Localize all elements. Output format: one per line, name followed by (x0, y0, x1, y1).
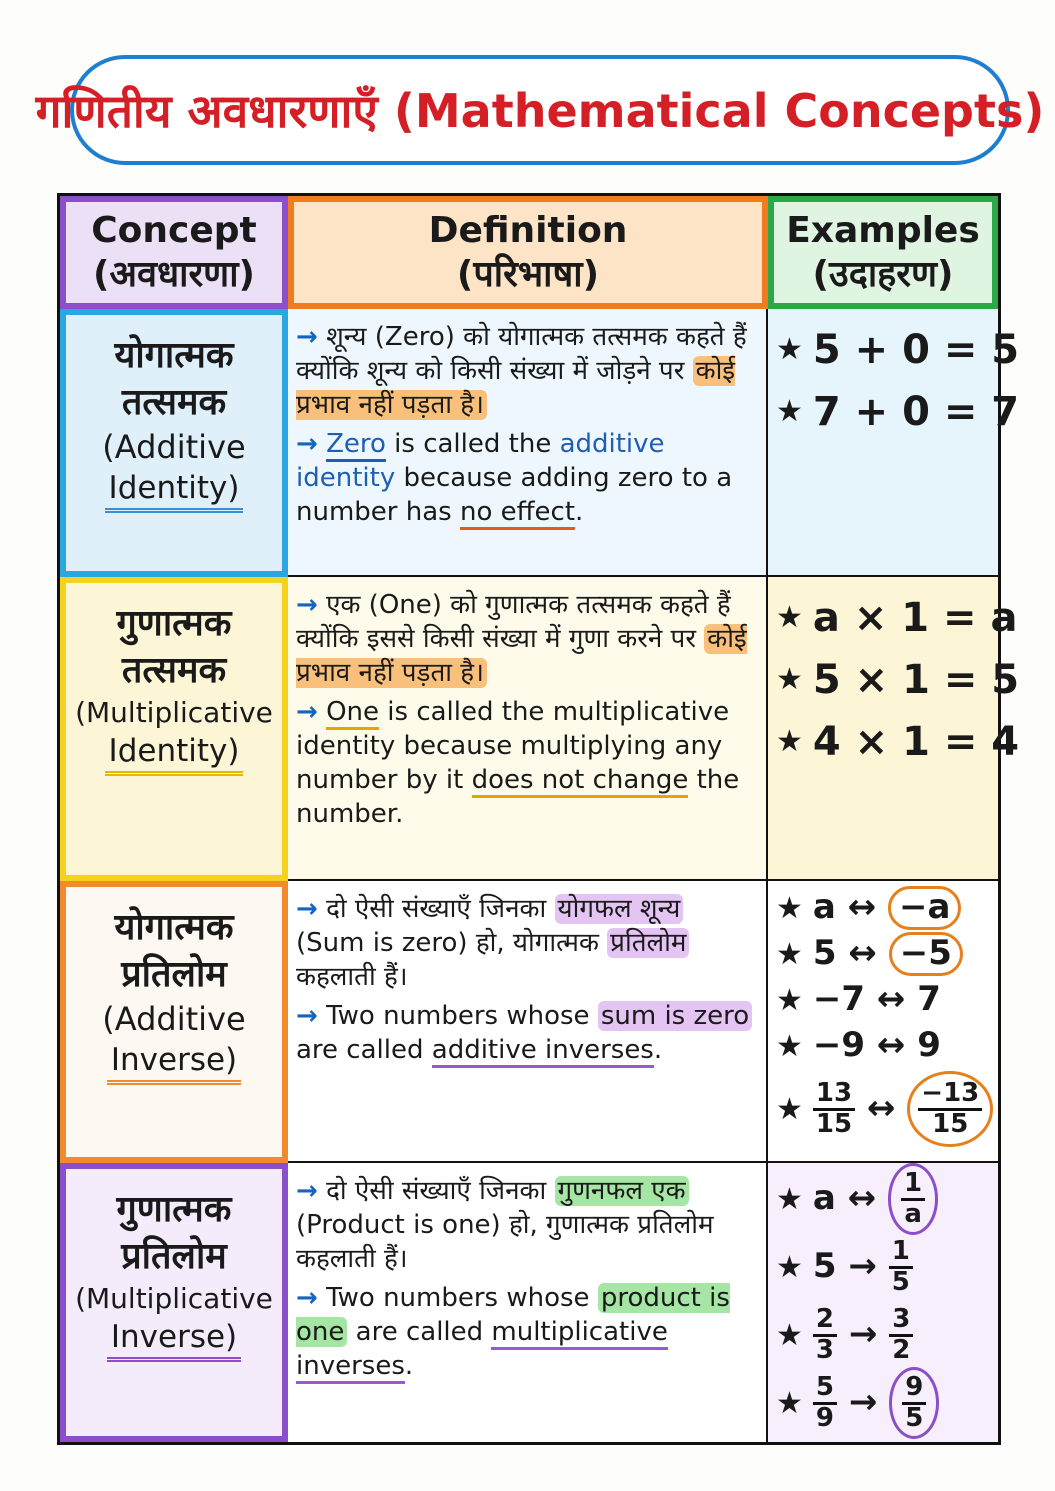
arrow-icon: → (296, 1176, 318, 1206)
example-row (776, 711, 1020, 773)
star-icon: ★ (776, 1317, 803, 1353)
arrow-icon: → (296, 697, 318, 728)
example-row (776, 649, 1020, 711)
example-a: a (812, 887, 836, 928)
fraction-circled (907, 1071, 993, 1147)
def-en-highlight: product is one (296, 1283, 730, 1348)
concept-en-1: (Multiplicative (75, 695, 273, 729)
def-hi-text: (Sum is zero) हो, योगात्मक (296, 927, 608, 958)
fraction (813, 1306, 837, 1364)
def-hi-highlight: कोई प्रभाव नहीं पड़ता है। (296, 623, 747, 688)
concept-multiplicative-inverse (60, 1163, 288, 1442)
fraction (889, 1238, 913, 1296)
double-arrow-icon: ↔ (847, 1178, 877, 1219)
def-en-additive-inverses: additive inverses (432, 1035, 654, 1068)
def-en-text: are called (347, 1317, 492, 1348)
page-title: गणितीय अवधारणाएँ (Mathematical Concepts) (35, 84, 1045, 138)
def-en-text: . (653, 1035, 663, 1066)
definition-english (296, 1282, 756, 1383)
concept-en-2: Identity) (105, 731, 244, 776)
fraction (889, 1306, 913, 1364)
def-en-text: Two numbers whose (326, 1283, 598, 1314)
header-concept (60, 196, 288, 309)
def-en-text: . (404, 1350, 414, 1381)
def-hi-highlight: प्रतिलोम (607, 928, 689, 958)
double-arrow-icon: ↔ (847, 887, 877, 928)
def-en-text: is called the multiplicative identity because multiplying any number by it (296, 697, 730, 795)
star-icon: ★ (776, 936, 803, 972)
concept-hi-1: गुणात्मक (116, 603, 232, 644)
concept-en-2: Identity) (105, 468, 244, 513)
definition-multiplicative-identity (288, 577, 768, 881)
def-hi-highlight: गुणनफल एक (555, 1176, 689, 1206)
concepts-table (57, 193, 1020, 1445)
star-icon: ★ (776, 723, 803, 759)
numerator: −13 (918, 1080, 982, 1110)
example-row (776, 1069, 998, 1149)
concept-hi-1: योगात्मक (114, 335, 234, 376)
def-hi-text: एक (One) को गुणात्मक तत्समक कहते हैं क्योंकि इससे किसी संख्या में गुणा करने पर (296, 590, 731, 654)
header-examples (768, 196, 998, 309)
header-definition (288, 196, 768, 309)
definition-english (296, 428, 756, 529)
example-row (776, 1165, 998, 1233)
concept-hi-2: प्रतिलोम (121, 953, 227, 995)
concept-en-1: (Additive (102, 427, 246, 466)
example-b-circled: −a (888, 886, 961, 929)
definition-hindi (296, 1175, 756, 1276)
fraction (901, 1170, 925, 1228)
def-en-text: is called the (385, 429, 560, 460)
denominator: a (904, 1198, 922, 1229)
star-icon: ★ (776, 1249, 803, 1285)
concept-additive-inverse (60, 881, 288, 1163)
fraction-circled (889, 1367, 939, 1439)
arrow-icon: → (296, 322, 318, 352)
def-en-text: . (575, 496, 584, 527)
denominator: 2 (892, 1334, 911, 1365)
definition-additive-inverse (288, 881, 768, 1163)
header-examples-hi: (उदाहरण) (812, 253, 954, 295)
example-a: a (812, 1178, 836, 1219)
example-a: 5 (812, 1246, 837, 1287)
definition-english (296, 696, 756, 831)
numerator: 1 (901, 1170, 925, 1200)
example-row (776, 1023, 998, 1069)
double-arrow-icon: ↔ (876, 1025, 906, 1066)
example-text: 4 × 1 = 4 (812, 719, 1020, 765)
example-row (776, 977, 998, 1023)
star-icon: ★ (776, 1181, 803, 1217)
numerator: 1 (889, 1238, 913, 1268)
concept-hi-2: प्रतिलोम (121, 1235, 227, 1277)
star-icon: ★ (776, 393, 803, 429)
def-en-text: because adding zero to a number has (296, 463, 733, 527)
def-hi-text: दो ऐसी संख्याएँ जिनका (326, 894, 555, 924)
star-icon: ★ (776, 1091, 803, 1127)
example-text: 7 + 0 = 7 (812, 389, 1020, 435)
def-en-highlight: sum is zero (598, 1001, 752, 1031)
header-definition-en: Definition (428, 210, 628, 252)
star-icon: ★ (776, 982, 803, 1018)
def-en-text: Two numbers whose (326, 1001, 598, 1032)
example-text: a × 1 = a (812, 595, 1018, 641)
example-b-circled: −5 (889, 932, 963, 975)
denominator: 15 (815, 1108, 853, 1139)
definition-hindi (296, 589, 756, 690)
numerator: 9 (902, 1374, 926, 1404)
concept-en-2: Inverse) (107, 1040, 241, 1085)
def-hi-highlight: योगफल शून्य (555, 894, 684, 924)
example-row (776, 1233, 998, 1301)
arrow-icon: → (296, 590, 318, 620)
examples-additive-inverse (768, 881, 998, 1163)
denominator: 5 (891, 1266, 910, 1297)
fraction (902, 1374, 926, 1432)
example-row (776, 885, 998, 931)
star-icon: ★ (776, 599, 803, 635)
concept-hi-2: तत्समक (121, 381, 227, 423)
definition-additive-identity (288, 309, 768, 577)
def-en-additive-identity: additive identity (296, 429, 665, 494)
numerator: 5 (813, 1374, 837, 1404)
denominator: 5 (905, 1402, 924, 1433)
example-row (776, 1369, 998, 1437)
fraction (918, 1080, 982, 1138)
double-arrow-icon: ↔ (876, 979, 906, 1020)
arrow-icon: → (296, 1283, 318, 1314)
def-hi-text: कहलाती हैं। (296, 961, 408, 992)
denominator: 15 (932, 1108, 969, 1139)
example-row (776, 587, 1018, 649)
example-text: 5 + 0 = 5 (812, 327, 1020, 373)
concept-en-2: Inverse) (107, 1317, 241, 1362)
star-icon: ★ (776, 1385, 803, 1421)
arrow-icon: → (848, 1314, 878, 1355)
header-examples-en: Examples (786, 210, 980, 252)
concept-multiplicative-identity (60, 577, 288, 881)
concept-en-1: (Additive (102, 999, 246, 1038)
header-definition-hi: (परिभाषा) (456, 253, 600, 295)
concept-hi-2: तत्समक (121, 649, 227, 691)
example-b: 9 (917, 1025, 941, 1066)
concept-additive-identity (60, 309, 288, 577)
fraction (813, 1374, 837, 1432)
arrow-icon: → (296, 1001, 318, 1032)
def-en-text: are called (296, 1035, 432, 1066)
def-en-text: the number. (296, 764, 740, 829)
definition-hindi (296, 321, 756, 422)
definition-english (296, 1000, 756, 1068)
arrow-icon: → (848, 1246, 877, 1287)
star-icon: ★ (776, 661, 803, 697)
examples-multiplicative-identity (768, 577, 1020, 881)
def-en-multiplicative-inverses: multiplicative inverses (296, 1317, 668, 1384)
def-hi-text: शून्य (Zero) को योगात्मक तत्समक कहते हैं क्योंकि शून्य को किसी संख्या में जोड़ने पर (296, 322, 747, 386)
header-concept-en: Concept (91, 210, 257, 252)
example-row (776, 931, 998, 977)
definition-multiplicative-inverse (288, 1163, 768, 1442)
arrow-icon: → (296, 894, 318, 924)
header-concept-hi: (अवधारणा) (93, 253, 255, 295)
definition-hindi (296, 893, 756, 994)
example-a: −7 (812, 979, 866, 1020)
double-arrow-icon: ↔ (848, 933, 877, 974)
examples-additive-identity (768, 309, 1020, 577)
fraction-circled (888, 1163, 938, 1235)
example-a: 5 (812, 933, 837, 974)
star-icon: ★ (776, 1028, 803, 1064)
concept-hi-1: गुणात्मक (116, 1189, 232, 1230)
numerator: 13 (813, 1080, 855, 1110)
def-hi-text: दो ऐसी संख्याएँ जिनका (326, 1176, 555, 1206)
example-row (776, 319, 1020, 381)
star-icon: ★ (776, 890, 803, 926)
example-text: 5 × 1 = 5 (812, 657, 1020, 703)
def-en-no-effect: no effect (460, 497, 575, 530)
def-en-one: One (326, 697, 379, 730)
star-icon: ★ (776, 331, 803, 367)
def-en-zero: Zero (326, 429, 386, 462)
fraction (813, 1080, 855, 1138)
arrow-icon: → (848, 1382, 878, 1423)
example-row (776, 381, 1020, 443)
double-arrow-icon: ↔ (866, 1088, 896, 1129)
example-a: −9 (812, 1025, 866, 1066)
arrow-icon: → (296, 429, 318, 460)
concept-hi-1: योगात्मक (114, 907, 234, 948)
def-hi-highlight: कोई प्रभाव नहीं पड़ता है। (296, 355, 736, 420)
def-hi-text: (Product is one) हो, गुणात्मक प्रतिलोम कहलाती हैं। (296, 1209, 714, 1274)
examples-multiplicative-inverse (768, 1163, 998, 1442)
def-en-does-not-change: does not change (472, 765, 689, 798)
denominator: 3 (815, 1334, 834, 1365)
concept-en-1: (Multiplicative (75, 1281, 273, 1315)
numerator: 3 (889, 1306, 913, 1336)
denominator: 9 (815, 1402, 834, 1433)
numerator: 2 (813, 1306, 837, 1336)
example-row (776, 1301, 998, 1369)
example-b: 7 (917, 979, 941, 1020)
